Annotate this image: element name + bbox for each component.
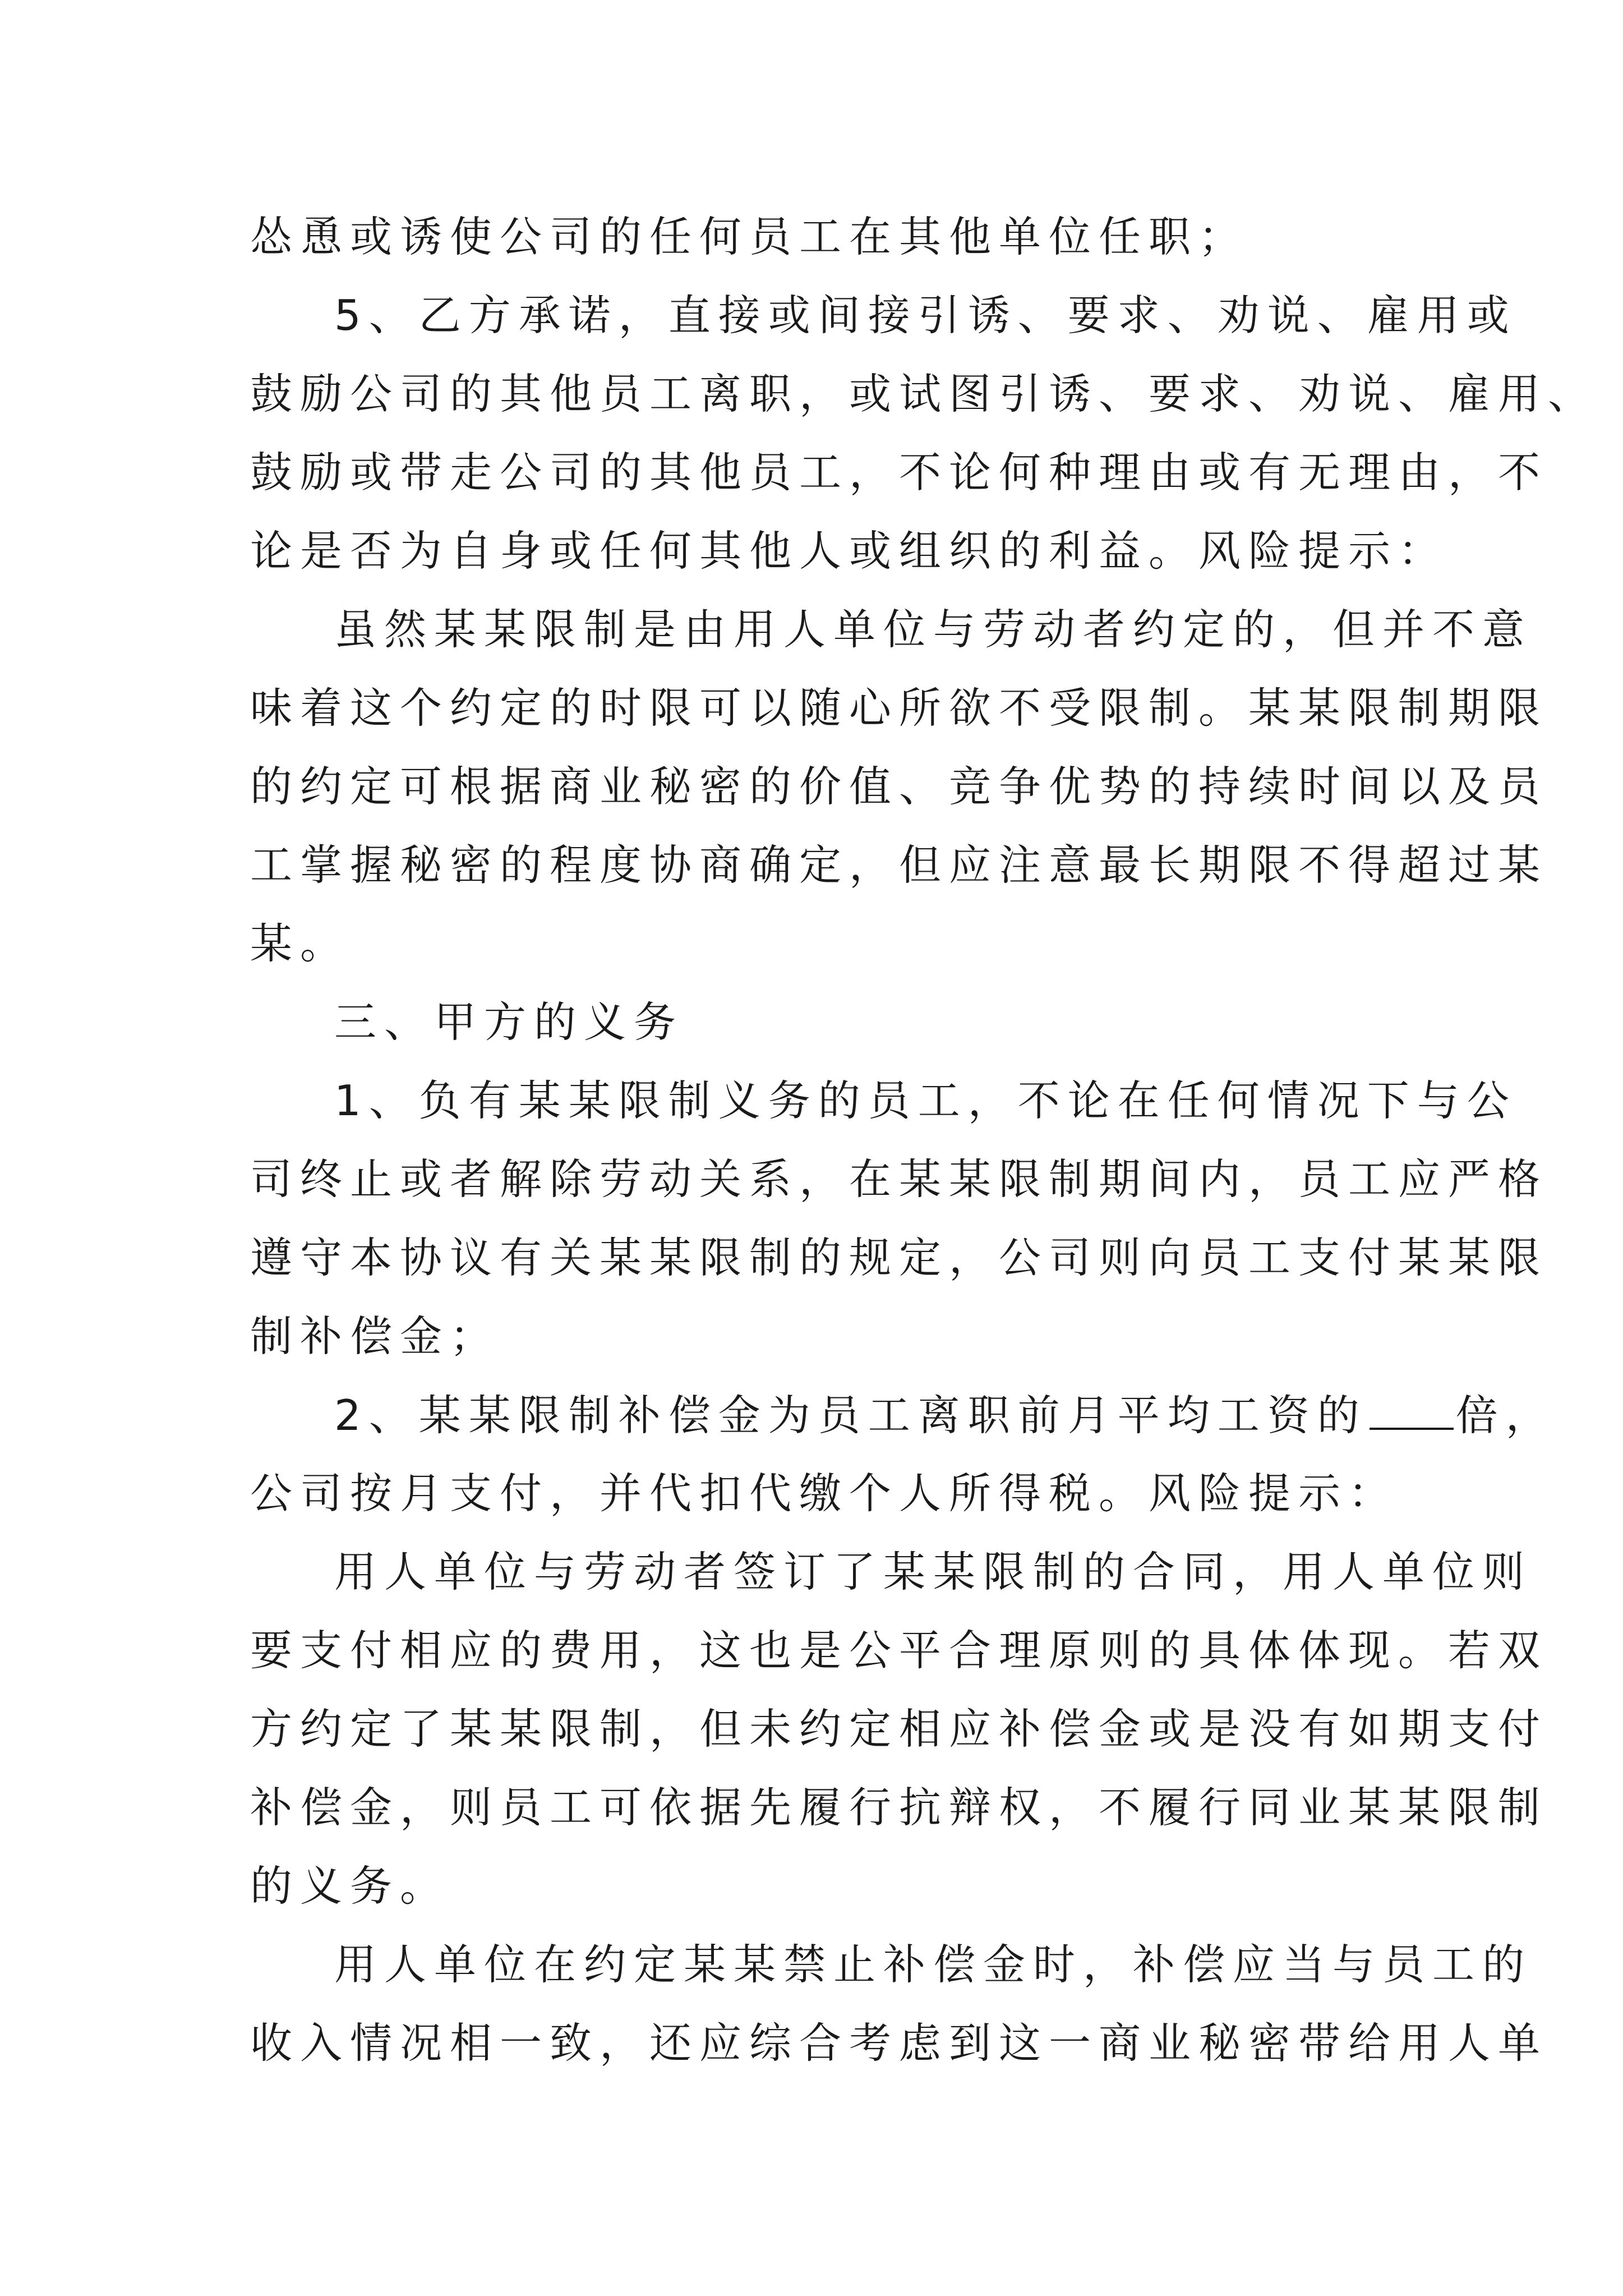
text-line: 方约定了某某限制，但未约定相应补偿金或是没有如期支付 [250,1704,1548,1754]
text-line: 5、乙方承诺，直接或间接引诱、要求、劝说、雇用或 [334,291,1517,340]
text-line: 1、负有某某限制义务的员工，不论在任何情况下与公 [334,1076,1517,1125]
fill-in-blank [1370,1394,1454,1430]
text-line: 制补偿金； [250,1312,500,1361]
text-line: 的义务。 [250,1861,450,1911]
text-line: 某。 [250,919,351,968]
text-segment: 倍， [1455,1391,1556,1440]
text-line: 要支付相应的费用，这也是公平合理原则的具体体现。若双 [250,1626,1548,1675]
text-line: 鼓励公司的其他员工离职，或试图引诱、要求、劝说、雇用、 [250,369,1598,418]
text-segment: 2、某某限制补偿金为员工离职前月平均工资的 [334,1391,1367,1440]
text-line: 遵守本协议有关某某限制的规定，公司则向员工支付某某限 [250,1233,1548,1282]
text-line: 公司按月支付，并代扣代缴个人所得税。风险提示： [250,1469,1399,1518]
text-line: 论是否为自身或任何其他人或组织的利益。风险提示： [250,526,1449,576]
text-line-with-blank [334,1391,1556,1440]
text-line: 怂恿或诱使公司的任何员工在其他单位任职； [250,212,1249,261]
text-line: 的约定可根据商业秘密的价值、竞争优势的持续时间以及员 [250,762,1548,811]
text-line: 补偿金，则员工可依据先履行抗辩权，不履行同业某某限制 [250,1783,1548,1832]
text-line: 鼓励或带走公司的其他员工，不论何种理由或有无理由，不 [250,448,1548,497]
text-line: 司终止或者解除劳动关系，在某某限制期间内，员工应严格 [250,1154,1548,1204]
text-line: 用人单位在约定某某禁止补偿金时，补偿应当与员工的 [334,1940,1533,1989]
text-line: 工掌握秘密的程度协商确定，但应注意最长期限不得超过某 [250,840,1548,890]
text-line: 用人单位与劳动者签订了某某限制的合同，用人单位则 [334,1547,1533,1596]
text-line: 收入情况相一致，还应综合考虑到这一商业秘密带给用人单 [250,2018,1548,2068]
text-line: 味着这个约定的时限可以随心所欲不受限制。某某限制期限 [250,683,1548,733]
text-line: 虽然某某限制是由用人单位与劳动者约定的，但并不意 [334,605,1533,654]
section-heading: 三、甲方的义务 [334,997,684,1047]
